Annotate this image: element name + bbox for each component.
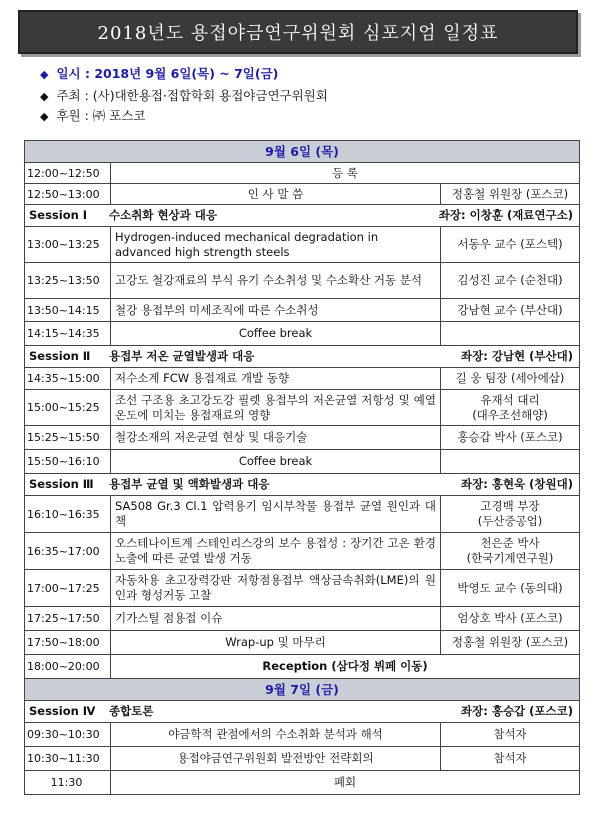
table-row <box>25 390 580 426</box>
row-time: 10:30~11:30 <box>25 747 111 771</box>
table-row <box>25 263 580 299</box>
row-title: Reception (삼다정 뷔페 이동) <box>111 655 580 679</box>
session-topic: 종합토론 <box>109 704 154 718</box>
row-time: 18:00~20:00 <box>25 655 111 679</box>
row-title: 철강 용접부의 미세조직에 따른 수소취성 <box>111 299 441 322</box>
row-title: 용접야금연구위원회 발전방안 전략회의 <box>111 747 441 771</box>
table-row <box>25 631 580 655</box>
page-title: 2018년도 용접야금연구위원회 심포지엄 일정표 <box>97 23 499 44</box>
session-name: Session Ⅲ <box>29 477 94 491</box>
row-speaker: 참석자 <box>441 723 580 747</box>
table-row <box>25 771 580 795</box>
diamond-bullet-icon: ◆ <box>40 110 49 123</box>
table-row <box>25 723 580 747</box>
speaker-name: 고경백 부장 <box>480 499 540 513</box>
session-topic: 용접부 저온 균열발생과 대응 <box>109 349 255 363</box>
session-header <box>25 205 580 227</box>
table-row <box>25 496 580 533</box>
row-time: 17:50~18:00 <box>25 631 111 655</box>
row-speaker: 김성진 교수 (순천대) <box>441 263 580 299</box>
info-sponsor <box>40 106 145 124</box>
table-row <box>25 607 580 631</box>
session-chair: 좌장: 이창훈 (재료연구소) <box>438 208 574 222</box>
table-row <box>25 450 580 474</box>
row-time: 15:00~15:25 <box>25 390 111 426</box>
table-row <box>25 227 580 263</box>
row-title: 폐회 <box>111 771 580 795</box>
row-speaker <box>441 533 580 570</box>
table-row <box>25 322 580 346</box>
speaker-name: 천은준 박사 <box>480 536 540 550</box>
row-time: 13:25~13:50 <box>25 263 111 299</box>
row-time: 13:00~13:25 <box>25 227 111 263</box>
row-title: 기가스틸 점용접 이슈 <box>111 607 441 631</box>
row-title: 조선 구조용 초고강도강 필렛 용접부의 저온균열 저항성 및 예열온도에 미치는 용접재료의 영향 <box>111 390 441 426</box>
row-time: 13:50~14:15 <box>25 299 111 322</box>
row-speaker-empty <box>441 322 580 346</box>
row-time: 14:35~15:00 <box>25 368 111 390</box>
table-row <box>25 299 580 322</box>
session-chair: 좌장: 강남현 (부산대) <box>461 349 574 363</box>
row-title: SA508 Gr.3 Cl.1 압력용기 임시부착물 용접부 균열 원인과 대책 <box>111 496 441 533</box>
row-time: 15:50~16:10 <box>25 450 111 474</box>
row-time: 11:30 <box>25 771 111 795</box>
table-row <box>25 163 580 184</box>
session-chair: 좌장: 홍승갑 (포스코) <box>461 704 574 718</box>
row-speaker: 엄상호 박사 (포스코) <box>441 607 580 631</box>
session-name: Session Ⅳ <box>29 704 96 718</box>
row-time: 15:25~15:50 <box>25 426 111 450</box>
table-row <box>25 747 580 771</box>
info-date-text: 일시 : 2018년 9월 6일(목) ~ 7일(금) <box>56 66 279 81</box>
session-topic: 용접부 균열 및 액화발생과 대응 <box>109 477 270 491</box>
info-date <box>40 64 278 82</box>
session-topic: 수소취화 현상과 대응 <box>109 208 217 222</box>
row-time: 09:30~10:30 <box>25 723 111 747</box>
row-title: 야금학적 관점에서의 수소취화 분석과 해석 <box>111 723 441 747</box>
row-speaker: 홍승갑 박사 (포스코) <box>441 426 580 450</box>
speaker-affiliation: (두산중공업) <box>477 514 543 528</box>
row-time: 17:00~17:25 <box>25 570 111 607</box>
row-title: 저수소계 FCW 용접재료 개발 동향 <box>111 368 441 390</box>
row-title: Wrap-up 및 마무리 <box>111 631 441 655</box>
row-speaker: 박영도 교수 (동의대) <box>441 570 580 607</box>
day-header <box>25 141 580 163</box>
speaker-affiliation: (한국기계연구원) <box>466 551 554 565</box>
session-chair: 좌장: 홍현욱 (창원대) <box>461 477 574 491</box>
row-title: 자동차용 초고장력강판 저항점용접부 액상금속취화(LME)의 원인과 형성거동 고찰 <box>111 570 441 607</box>
row-time: 12:50~13:00 <box>25 184 111 205</box>
diamond-bullet-icon: ◆ <box>40 68 49 81</box>
speaker-name: 유재석 대리 <box>480 392 540 407</box>
table-row <box>25 570 580 607</box>
session-header <box>25 474 580 496</box>
info-host <box>40 86 328 104</box>
row-title: 오스테나이트계 스테인리스강의 보수 용접성 : 장기간 고온 환경 노출에 따른 균열 발생 거동 <box>111 533 441 570</box>
row-title: Hydrogen-induced mechanical degradation in advanced high strength steels <box>111 227 441 263</box>
diamond-bullet-icon: ◆ <box>40 90 49 103</box>
session-header <box>25 701 580 723</box>
row-title: 철강소재의 저온균열 현상 및 대응기술 <box>111 426 441 450</box>
table-row <box>25 533 580 570</box>
row-speaker-empty <box>441 450 580 474</box>
row-time: 16:35~17:00 <box>25 533 111 570</box>
row-speaker <box>441 390 580 426</box>
info-sponsor-text: 후원 : ㈜ 포스코 <box>56 108 146 123</box>
table-row <box>25 655 580 679</box>
day-header <box>25 679 580 701</box>
session-name: Session Ⅰ <box>29 208 88 222</box>
row-title: 등 록 <box>111 163 580 184</box>
row-speaker: 길 웅 팀장 (세아에삽) <box>441 368 580 390</box>
row-speaker: 참석자 <box>441 747 580 771</box>
row-time: 14:15~14:35 <box>25 322 111 346</box>
row-speaker: 정홍철 위원장 (포스코) <box>441 631 580 655</box>
row-speaker <box>441 496 580 533</box>
table-row <box>25 368 580 390</box>
row-title: 고강도 철강재료의 부식 유기 수소취성 및 수소확산 거동 분석 <box>111 263 441 299</box>
table-row <box>25 184 580 205</box>
session-header <box>25 346 580 368</box>
day-label: 9월 7일 (금) <box>25 679 580 701</box>
row-speaker: 정홍철 위원장 (포스코) <box>441 184 580 205</box>
row-title: Coffee break <box>111 450 441 474</box>
row-speaker: 강남현 교수 (부산대) <box>441 299 580 322</box>
row-time: 17:25~17:50 <box>25 607 111 631</box>
table-row <box>25 426 580 450</box>
schedule-table <box>24 140 580 795</box>
session-name: Session Ⅱ <box>29 349 91 363</box>
row-time: 16:10~16:35 <box>25 496 111 533</box>
row-speaker: 서동우 교수 (포스텍) <box>441 227 580 263</box>
title-banner <box>18 10 578 54</box>
day-label: 9월 6일 (목) <box>25 141 580 163</box>
row-title: 인 사 말 씀 <box>111 184 441 205</box>
info-host-text: 주최 : (사)대한용접·접합학회 용접야금연구위원회 <box>56 88 328 103</box>
row-time: 12:00~12:50 <box>25 163 111 184</box>
row-title: Coffee break <box>111 322 441 346</box>
speaker-affiliation: (대우조선해양) <box>472 407 548 422</box>
